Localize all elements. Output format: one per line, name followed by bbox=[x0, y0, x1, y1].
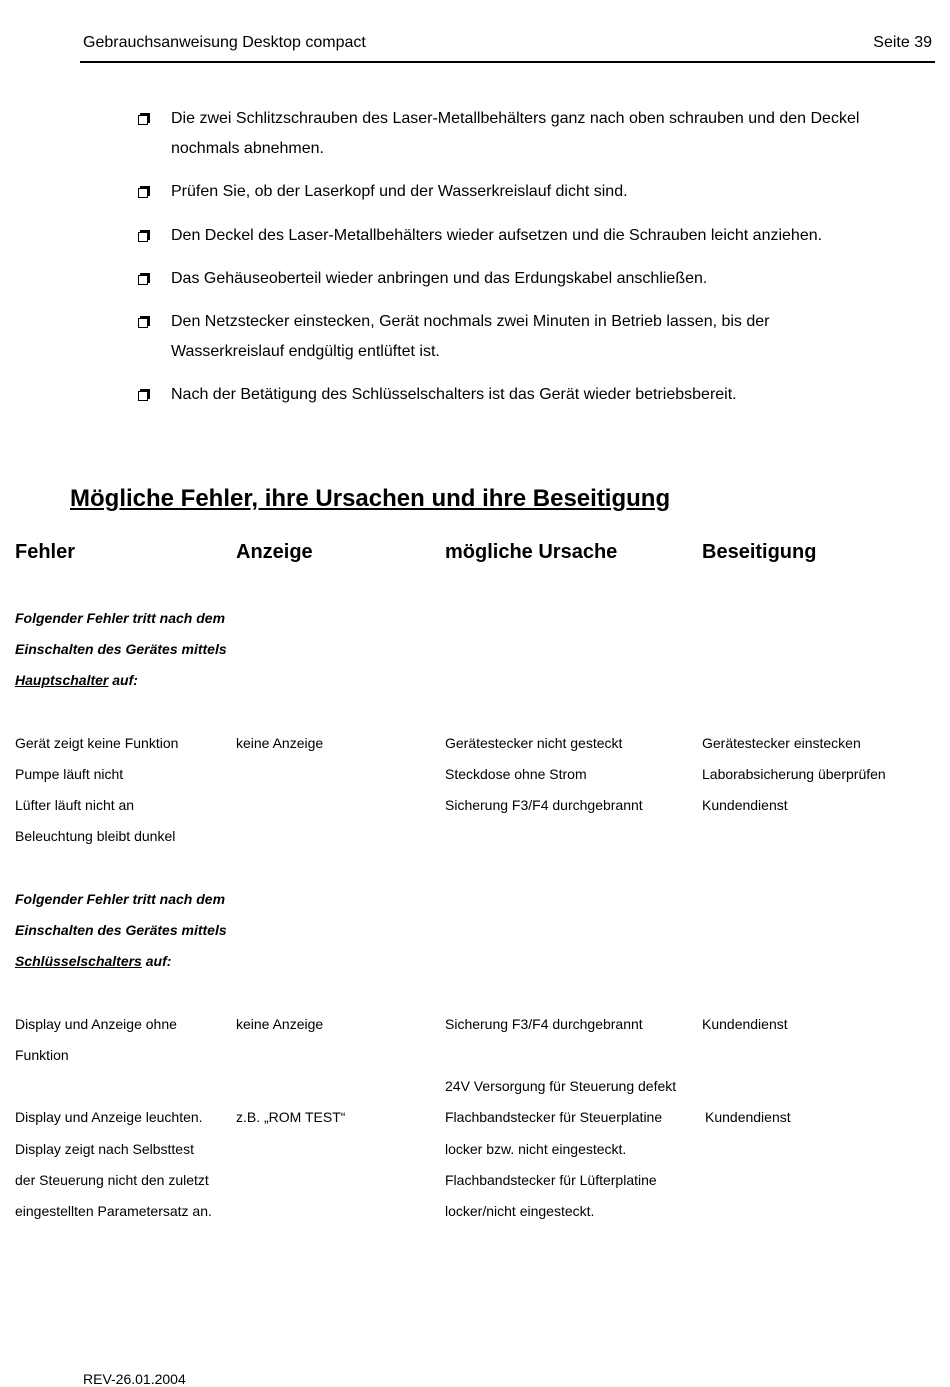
document-title: Gebrauchsanweisung Desktop compact bbox=[83, 34, 366, 51]
cell-beseitigung: Gerätestecker einstecken bbox=[702, 735, 861, 751]
group-heading-suffix: auf: bbox=[108, 672, 138, 688]
group-heading-line bbox=[15, 672, 138, 688]
group-heading-line: Folgender Fehler tritt nach dem bbox=[15, 891, 226, 907]
column-header-ursache: mögliche Ursache bbox=[445, 541, 618, 563]
cell-fehler: Display zeigt nach Selbsttest bbox=[15, 1141, 194, 1157]
cell-beseitigung: Kundendienst bbox=[702, 1016, 788, 1032]
cell-ursache: locker bzw. nicht eingesteckt. bbox=[445, 1141, 627, 1157]
cell-beseitigung: Laborabsicherung überprüfen bbox=[702, 766, 886, 782]
switch-name: Hauptschalter bbox=[15, 672, 109, 688]
cell-ursache: Steckdose ohne Strom bbox=[445, 766, 587, 782]
cell-beseitigung: Kundendienst bbox=[705, 1109, 791, 1125]
step-text-continued: Wasserkreislauf endgültig entlüftet ist. bbox=[171, 343, 440, 360]
group-heading-line: Folgender Fehler tritt nach dem bbox=[15, 610, 226, 626]
step-text: Den Deckel des Laser-Metallbehälters wieder aufsetzen und die Schrauben leicht anziehen. bbox=[171, 227, 823, 244]
cell-fehler: der Steuerung nicht den zuletzt bbox=[15, 1172, 209, 1188]
header-divider bbox=[80, 61, 935, 63]
column-header-fehler: Fehler bbox=[15, 541, 76, 563]
cell-fehler: Display und Anzeige leuchten. bbox=[15, 1109, 203, 1125]
checkbox-bullet-icon bbox=[138, 232, 148, 242]
cell-anzeige: z.B. „ROM TEST“ bbox=[236, 1109, 346, 1125]
section-title: Mögliche Fehler, ihre Ursachen und ihre Beseitigung bbox=[70, 485, 671, 512]
cell-beseitigung: Kundendienst bbox=[702, 797, 788, 813]
step-text-continued: nochmals abnehmen. bbox=[171, 140, 324, 157]
cell-fehler: Display und Anzeige ohne bbox=[15, 1016, 177, 1032]
cell-ursache: Flachbandstecker für Lüfterplatine bbox=[445, 1172, 657, 1188]
cell-ursache: Sicherung F3/F4 durchgebrannt bbox=[445, 1016, 643, 1032]
checkbox-bullet-icon bbox=[138, 275, 148, 285]
cell-fehler: Lüfter läuft nicht an bbox=[15, 797, 135, 813]
cell-anzeige: keine Anzeige bbox=[236, 1016, 324, 1032]
group-heading-line: Einschalten des Gerätes mittels bbox=[15, 641, 227, 657]
cell-anzeige: keine Anzeige bbox=[236, 735, 324, 751]
column-header-anzeige: Anzeige bbox=[236, 541, 313, 563]
checkbox-bullet-icon bbox=[138, 188, 148, 198]
cell-fehler: Beleuchtung bleibt dunkel bbox=[15, 828, 176, 844]
revision-footer: REV-26.01.2004 bbox=[83, 1371, 186, 1387]
group-heading-line bbox=[15, 953, 171, 969]
checkbox-bullet-icon bbox=[138, 391, 148, 401]
cell-fehler: eingestellten Parametersatz an. bbox=[15, 1203, 212, 1219]
checkbox-bullet-icon bbox=[138, 318, 148, 328]
step-text: Nach der Betätigung des Schlüsselschalters ist das Gerät wieder betriebsbereit. bbox=[171, 386, 737, 403]
page-number: Seite 39 bbox=[873, 34, 932, 51]
cell-fehler: Gerät zeigt keine Funktion bbox=[15, 735, 179, 751]
group-heading-line: Einschalten des Gerätes mittels bbox=[15, 922, 227, 938]
checkbox-bullet-icon bbox=[138, 115, 148, 125]
switch-name: Schlüsselschalters bbox=[15, 953, 142, 969]
step-text: Prüfen Sie, ob der Laserkopf und der Wasserkreislauf dicht sind. bbox=[171, 183, 628, 200]
cell-ursache: Sicherung F3/F4 durchgebrannt bbox=[445, 797, 643, 813]
step-text: Die zwei Schlitzschrauben des Laser-Metallbehälters ganz nach oben schrauben und den Deckel bbox=[171, 110, 860, 127]
column-header-beseitigung: Beseitigung bbox=[702, 541, 817, 563]
group-heading-suffix: auf: bbox=[141, 953, 172, 969]
cell-ursache: 24V Versorgung für Steuerung defekt bbox=[445, 1078, 677, 1094]
cell-fehler: Pumpe läuft nicht bbox=[15, 766, 124, 782]
cell-ursache: locker/nicht eingesteckt. bbox=[445, 1203, 595, 1219]
step-text: Das Gehäuseoberteil wieder anbringen und das Erdungskabel anschließen. bbox=[171, 270, 708, 287]
cell-ursache: Flachbandstecker für Steuerplatine bbox=[445, 1109, 663, 1125]
cell-ursache: Gerätestecker nicht gesteckt bbox=[445, 735, 623, 751]
cell-fehler: Funktion bbox=[15, 1047, 69, 1063]
step-text: Den Netzstecker einstecken, Gerät nochmals zwei Minuten in Betrieb lassen, bis der bbox=[171, 313, 770, 330]
